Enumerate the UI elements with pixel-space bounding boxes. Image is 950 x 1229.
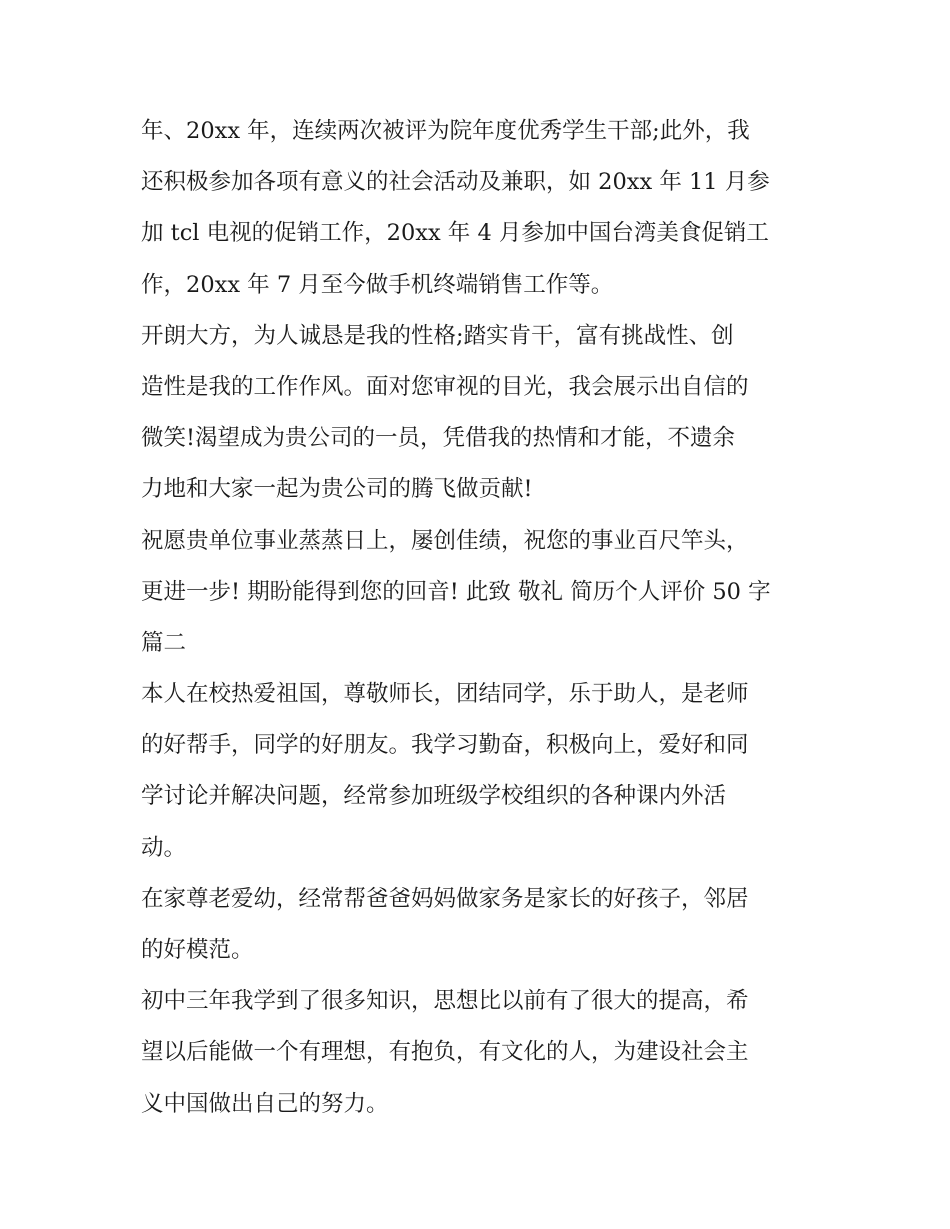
text-line: 力地和大家一起为贵公司的腾飞做贡献! [141, 476, 533, 503]
text-line: 动。 [141, 834, 187, 861]
text-line: 造性是我的工作作风。面对您审视的目光，我会展示出自信的 [141, 373, 749, 400]
text-line: 祝愿贵单位事业蒸蒸日上，屡创佳绩，祝您的事业百尺竿头， [141, 527, 749, 554]
section-heading: 篇二 [141, 629, 187, 656]
text-line: 还积极参加各项有意义的社会活动及兼职，如 20xx 年 11 月参 [141, 169, 770, 196]
text-line: 的好帮手，同学的好朋友。我学习勤奋，积极向上，爱好和同 [141, 732, 749, 759]
text-line: 望以后能做一个有理想，有抱负，有文化的人，为建设社会主 [141, 1039, 749, 1066]
text-line: 作，20xx 年 7 月至今做手机终端销售工作等。 [141, 271, 614, 298]
text-line: 年、20xx 年，连续两次被评为院年度优秀学生干部;此外，我 [141, 118, 750, 144]
text-line: 开朗大方，为人诚恳是我的性格;踏实肯干，富有挑战性、创 [141, 322, 734, 349]
document-body [141, 106, 821, 1130]
text-line: 义中国做出自己的努力。 [141, 1090, 389, 1117]
text-line: 微笑!渴望成为贵公司的一员，凭借我的热情和才能，不遗余 [141, 425, 736, 452]
text-line: 本人在校热爱祖国，尊敬师长，团结同学，乐于助人，是老师 [141, 681, 749, 708]
text-line: 在家尊老爱幼，经常帮爸爸妈妈做家务是家长的好孩子，邻居 [141, 885, 749, 912]
text-line: 更进一步! 期盼能得到您的回音! 此致 敬礼 简历个人评价 50 字 [141, 578, 771, 605]
text-line: 的好模范。 [141, 937, 254, 963]
text-line: 学讨论并解决问题，经常参加班级学校组织的各种课内外活 [141, 783, 727, 810]
text-line: 加 tcl 电视的促销工作，20xx 年 4 月参加中国台湾美食促销工 [141, 220, 769, 247]
text-line: 初中三年我学到了很多知识，思想比以前有了很大的提高，希 [141, 988, 749, 1015]
